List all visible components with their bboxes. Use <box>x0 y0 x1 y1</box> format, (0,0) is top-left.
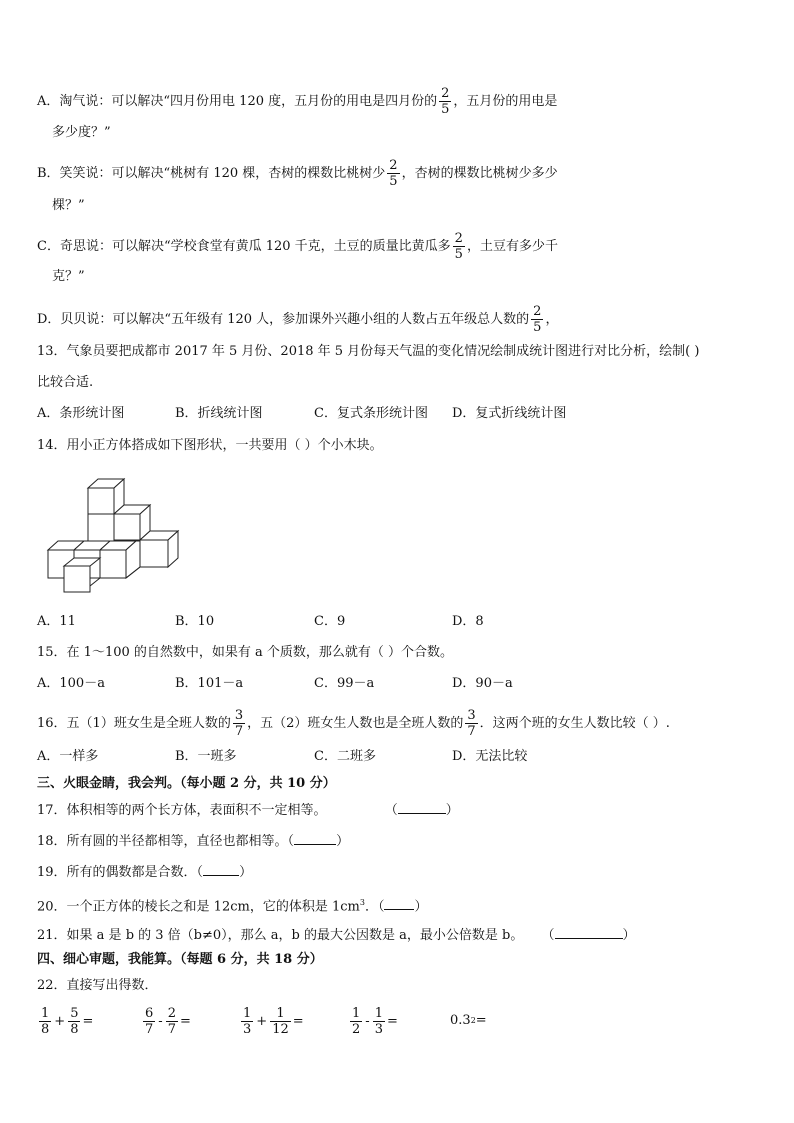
answer-blank[interactable] <box>384 897 414 910</box>
q14-option-d: D．8 <box>452 614 484 629</box>
fraction-three-sevenths: $\frac{3}{7}$ <box>467 708 476 739</box>
q16-option-d: D．无法比较 <box>452 749 528 764</box>
q13-option-b: B．折线统计图 <box>175 406 263 421</box>
q13-stem-cont: 比较合适. <box>37 375 94 390</box>
calc-expression-1: $\frac{1}{8}$ + $\frac{5}{8}$ = <box>41 1006 94 1037</box>
cube-stack-figure <box>44 476 184 596</box>
q16-text-3: ．这两个班的女生人数比较（ ）. <box>479 716 670 731</box>
section-3-heading: 三、火眼金睛，我会判。（每小题 2 分，共 10 分） <box>37 776 336 791</box>
q15-option-d: D．90－a <box>452 676 513 691</box>
q12-option-c <box>37 231 558 262</box>
cube-top <box>88 479 124 514</box>
answer-blank[interactable] <box>203 863 239 876</box>
q15-option-b: B．101－a <box>175 676 244 691</box>
calc-expression-4: $\frac{1}{2}$ - $\frac{1}{3}$ = <box>352 1006 398 1037</box>
q15-option-c: C．99－a <box>314 676 375 691</box>
q18-text: 18．所有圆的半径都相等，直径也都相等。 <box>37 834 288 849</box>
q15-option-a: A．100－a <box>37 676 105 691</box>
fraction-two-fifths: $\frac{2}{5}$ <box>454 231 463 262</box>
cube-middle-left <box>88 514 114 541</box>
q12-option-a <box>37 86 557 117</box>
q12-option-c-cont: 克？” <box>52 269 85 284</box>
q16-text-1: 16．五（1）班女生是全班人数的 <box>37 716 231 731</box>
q14-stem: 14．用小正方体搭成如下图形状，一共要用（ ）个小木块。 <box>37 438 383 453</box>
q16-option-c: C．二班多 <box>314 749 376 764</box>
q16-stem <box>37 708 670 739</box>
q14-option-a: A．11 <box>37 614 76 629</box>
q13-stem: 13．气象员要把成都市 2017 年 5 月份、2018 年 5 月份每天气温的变化情况绘制成统计图进行对比分析，绘制( ) <box>37 344 700 359</box>
q19: 19．所有的偶数都是合数．（ ） <box>37 865 253 880</box>
q16-text-2: ，五（2）班女生人数也是全班人数的 <box>247 716 464 731</box>
q12-c-text-after: ，土豆有多少千 <box>466 239 558 254</box>
q17-text: 17．体积相等的两个长方体，表面积不一定相等。 <box>37 803 327 818</box>
q12-a-text: A．淘气说：可以解决“四月份用电 120 度，五月份的用电是四月份的 <box>37 94 438 109</box>
q17: 17．体积相等的两个长方体，表面积不一定相等。 （ ） <box>37 803 459 818</box>
answer-blank[interactable] <box>294 832 336 845</box>
q12-option-b-cont: 棵？” <box>52 198 85 213</box>
q14-option-b: B．10 <box>175 614 215 629</box>
q20: 20．一个正方体的棱长之和是 12cm，它的体积是 $1cm^3$．（ ） <box>37 898 428 915</box>
q13-option-c: C．复式条形统计图 <box>314 406 428 421</box>
q20-text: 20．一个正方体的棱长之和是 12cm，它的体积是 1cm <box>37 899 360 915</box>
q16-option-b: B．一班多 <box>175 749 237 764</box>
q12-option-d <box>37 304 558 335</box>
calc-expression-5: 0.3 2 = <box>450 1013 487 1028</box>
calc-expression-2: $\frac{6}{7}$ - $\frac{2}{7}$ = <box>145 1006 191 1037</box>
q21-text: 21．如果 a 是 b 的 3 倍（b≠0），那么 a，b 的最大公因数是 a，最小公倍数是 b。 <box>37 928 524 943</box>
q18: 18．所有圆的半径都相等，直径也都相等。（ ） <box>37 834 350 849</box>
section-4-heading: 四、细心审题，我能算。（每题 6 分，共 18 分） <box>37 952 323 967</box>
q12-b-text-after: ，杏树的棵数比桃树少多少 <box>401 166 558 181</box>
q21: 21．如果 a 是 b 的 3 倍（b≠0），那么 a，b 的最大公因数是 a，最小公倍数是 b。 （ ） <box>37 928 636 943</box>
answer-blank[interactable] <box>555 926 623 939</box>
q13-option-a: A．条形统计图 <box>37 406 125 421</box>
q12-c-text: C．奇思说：可以解决“学校食堂有黄瓜 120 千克，土豆的质量比黄瓜多 <box>37 239 451 254</box>
fraction-three-sevenths: $\frac{3}{7}$ <box>234 708 244 739</box>
fraction-two-fifths: $\frac{2}{5}$ <box>533 304 542 335</box>
q13-option-d: D．复式折线统计图 <box>452 406 567 421</box>
calc-expression-3: $\frac{1}{3}$ + $\frac{1}{12}$ = <box>243 1006 304 1037</box>
q19-text: 19．所有的偶数都是合数． <box>37 865 197 880</box>
q12-d-text-after: ， <box>545 312 559 327</box>
q14-option-c: C．9 <box>314 614 346 629</box>
cube-middle-right <box>114 505 150 540</box>
q12-option-b <box>37 158 558 189</box>
cube-bottom-back-right <box>140 531 178 567</box>
q16-option-a: A．一样多 <box>37 749 99 764</box>
fraction-two-fifths: $\frac{2}{5}$ <box>441 86 450 117</box>
fraction-two-fifths: $\frac{2}{5}$ <box>389 158 398 189</box>
q22-stem: 22．直接写出得数． <box>37 978 158 993</box>
q12-a-text-after: ，五月份的用电是 <box>453 94 558 109</box>
q12-d-text: D．贝贝说：可以解决“五年级有 120 人，参加课外兴趣小组的人数占五年级总人数的 <box>37 312 530 327</box>
q12-option-a-cont: 多少度？” <box>52 125 111 140</box>
q12-b-text: B．笑笑说：可以解决“桃树有 120 棵，杏树的棵数比桃树少 <box>37 166 386 181</box>
answer-blank[interactable] <box>398 801 446 814</box>
q15-stem: 15．在 1～100 的自然数中，如果有 a 个质数，那么就有（ ）个合数。 <box>37 645 454 660</box>
